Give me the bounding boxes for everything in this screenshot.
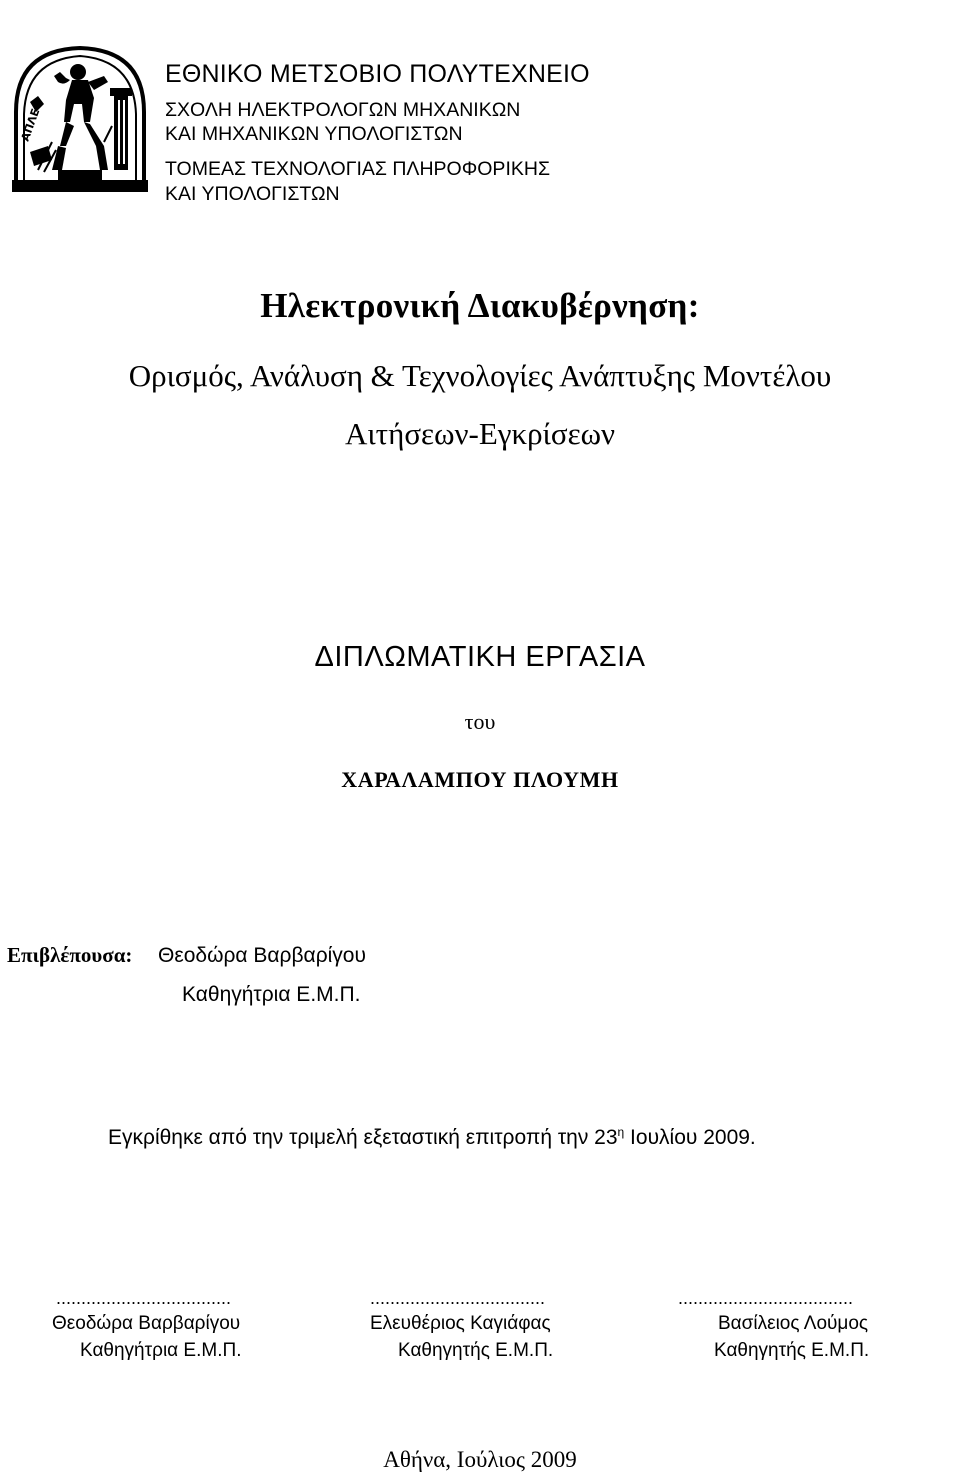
division-name-line1: ΤΟΜΕΑΣ ΤΕΧΝΟΛΟΓΙΑΣ ΠΛΗΡΟΦΟΡΙΚΗΣ [165,158,551,180]
supervisor-label: Επιβλέπουσα: [7,943,133,967]
signature-line: ................................... [678,1288,854,1308]
committee-member-rank: Καθηγήτρια Ε.Μ.Π. [80,1340,242,1361]
svg-text:ΑΠΛΕ: ΑΠΛΕ [18,106,43,144]
thesis-type: ΔΙΠΛΩΜΑΤΙΚΗ ΕΡΓΑΣΙΑ [314,641,646,673]
thesis-of: του [464,709,496,734]
supervisor-name: Θεοδώρα Βαρβαρίγου [158,944,366,967]
thesis-title-line3: Αιτήσεων-Εγκρίσεων [344,416,616,451]
committee-member-rank: Καθηγητής Ε.Μ.Π. [398,1340,554,1361]
approval-date-tail: Ιουλίου 2009. [624,1126,756,1149]
approval-statement [108,1125,756,1150]
committee-member-name: Βασίλειος Λούμος [718,1313,869,1334]
thesis-author: ΧΑΡΑΛΑΜΠΟΥ ΠΛΟΥΜΗ [341,767,619,792]
committee-member-name: Θεοδώρα Βαρβαρίγου [52,1313,241,1334]
supervisor-rank: Καθηγήτρια Ε.Μ.Π. [182,983,361,1006]
approval-date-superscript: η [617,1125,625,1139]
school-name-line1: ΣΧΟΛΗ ΗΛΕΚΤΡΟΛΟΓΩΝ ΜΗΧΑΝΙΚΩΝ [165,99,521,121]
ntua-logo-icon [8,42,152,194]
school-name-line2: ΚΑΙ ΜΗΧΑΝΙΚΩΝ ΥΠΟΛΟΓΙΣΤΩΝ [165,123,463,145]
approval-text: Εγκρίθηκε από την τριμελή εξεταστική επιτροπή την 23 [108,1126,618,1149]
thesis-title-line1: Ηλεκτρονική Διακυβέρνηση: [260,286,700,325]
place-and-date: Αθήνα, Ιούλιος 2009 [383,1447,577,1472]
thesis-title-line2: Ορισμός, Ανάλυση & Τεχνολογίες Ανάπτυξης Μοντέλου [128,358,832,393]
signature-line: ................................... [56,1288,232,1308]
signature-line: ................................... [370,1288,546,1308]
committee-member-name: Ελευθέριος Καγιάφας [370,1313,551,1334]
university-name: ΕΘΝΙΚΟ ΜΕΤΣΟΒΙΟ ΠΟΛΥΤΕΧΝΕΙΟ [165,60,590,88]
committee-member-rank: Καθηγητής Ε.Μ.Π. [714,1340,870,1361]
division-name-line2: ΚΑΙ ΥΠΟΛΟΓΙΣΤΩΝ [165,183,340,205]
